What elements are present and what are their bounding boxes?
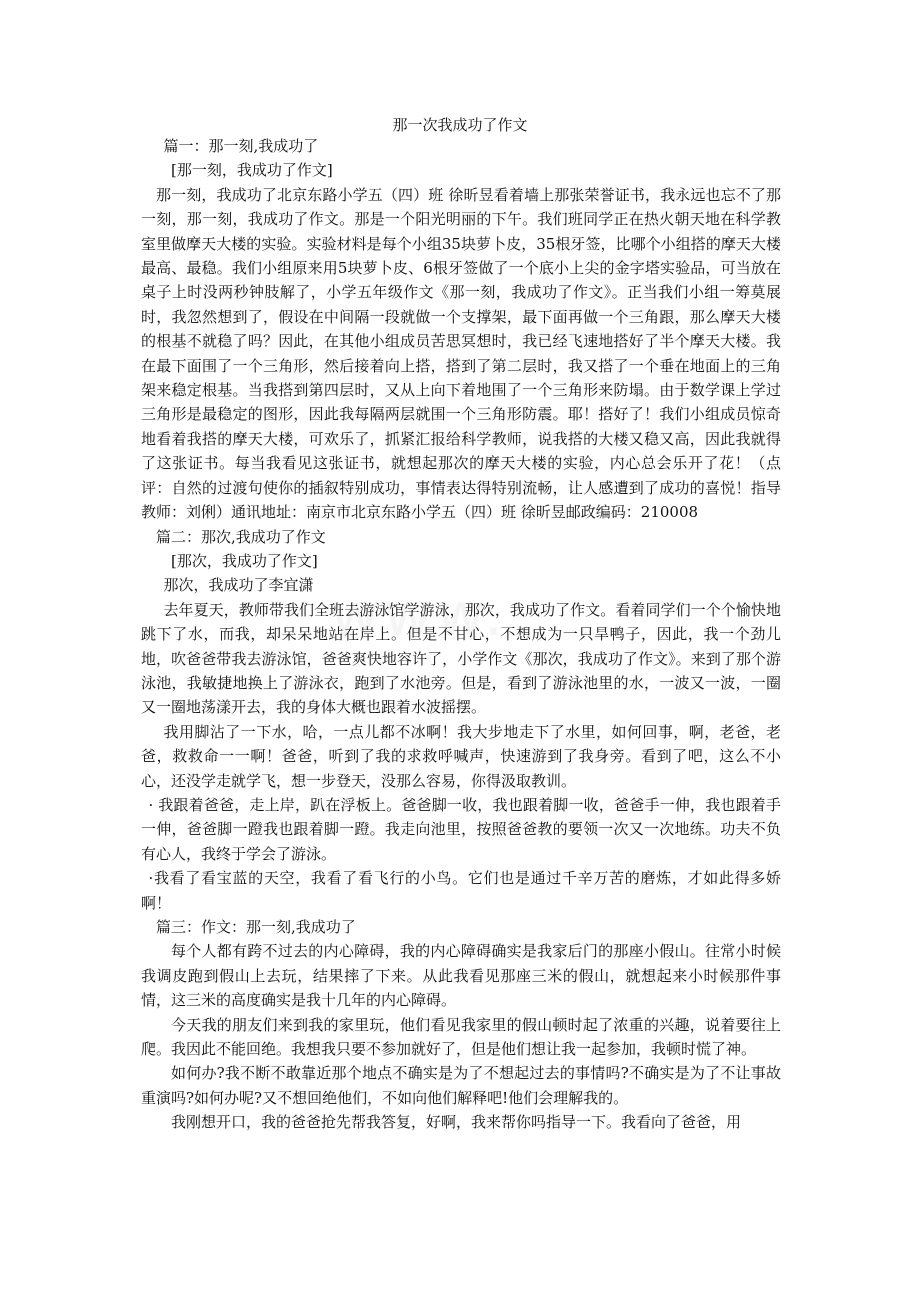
paragraph: [那次，我成功了作文] <box>171 551 318 570</box>
paragraph: 篇一：那一刻,我成功了 <box>163 137 319 155</box>
paragraph: 我刚想开口，我的爸爸抢先帮我答复，好啊，我来帮你吗指导一下。我看向了爸爸，用 <box>171 1113 742 1132</box>
paragraph: 篇二：那次,我成功了作文 <box>156 527 326 546</box>
document-title: 那一次我成功了作文 <box>392 116 528 134</box>
paragraph: 篇三：作文：那一刻,我成功了 <box>156 918 356 936</box>
paragraph: 我用脚沾了一下水，哈，一点儿都不冰啊！我大步地走下了水里，如何回事，啊，老爸，老爸，救救命一一啊！爸爸，听到了我的求救呼喊声，快速游到了我身旁。看到了吧，这么不小心，还没学走就学飞，想一步登天，没那么容易，你得汲取教训。 <box>141 722 781 790</box>
paragraph: 那一刻，我成功了北京东路小学五（四）班 徐昕昱看着墙上那张荣誉证书，我永远也忘不了那一刻，那一刻，我成功了作文。那是一个阳光明丽的下午。我们班同学正在热火朝天地在科学教室里做摩天大楼的实验。实验材料是每个小组35块萝卜皮，35根牙签，比哪个小组搭的摩天大楼最高、最稳。我们小组原来用5块萝卜皮、6根牙签做了一个底小上尖的金字塔实验品，可当放在桌子上时没两秒钟肢解了，小学五年级作文《那一刻，我成功了作文》。正当我们小组一筹莫展时，我忽然想到了，假设在中间隔一段就做一个支撑架，最下面再做一个三角跟，那么摩天大楼的根基不就稳了吗？因此，在其他小组成员苦思冥想时，我已经飞速地搭好了半个摩天大楼。我在最下面围了一个三角形，然后接着向上搭，搭到了第二层时，我又搭了一个垂在地面上的三角架来稳定根基。当我搭到第四层时，又从上向下着地围了一个三角形来防塌。由于数学课上学过三角形是最稳定的图形，因此我每隔两层就围一个三角形防震。耶！搭好了！我们小组成员惊奇地看着我搭的摩天大楼，可欢乐了，抓紧汇报给科学教师，说我搭的大楼又稳又高，因此我就得了这张证书。每当我看见这张证书，就想起那次的摩天大楼的实验，内心总会乐开了花！（点评：自然的过渡句使你的插叙特别成功，事情表达得特别流畅，让人感遭到了成功的喜悦！指导教师：刘俐）通讯地址：南京市北京东路小学五（四）班 徐昕昱邮政编码：210008 <box>141 185 781 522</box>
paragraph: 今天我的朋友们来到我的家里玩，他们看见我家里的假山顿时起了浓重的兴趣，说着要往上爬。我因此不能回绝。我想我只要不参加就好了，但是他们想让我一起参加，我顿时慌了神。 <box>141 1015 781 1059</box>
document-body <box>141 134 781 1135</box>
paragraph: [那一刻，我成功了作文] <box>171 161 333 180</box>
paragraph: 去年夏天，教师带我们全班去游泳馆学游泳，那次，我成功了作文。看着同学们一个个愉快地跳下了水，而我，却呆呆地站在岸上。但是不甘心，不想成为一只旱鸭子，因此，我一个劲儿地，吹爸爸带我去游泳馆，爸爸爽快地容许了，小学作文《那次，我成功了作文》。来到了那个游泳池，我敏捷地换上了游泳衣，跑到了水池旁。但是，看到了游泳池里的水，一波又一波，一圈又一圈地荡漾开去，我的身体大概也跟着水波摇摆。 <box>141 600 781 717</box>
paragraph: ·我看了看宝蓝的天空，我看了看飞行的小鸟。它们也是通过千辛万苦的磨炼，才如此得多娇啊！ <box>141 869 781 912</box>
paragraph: 每个人都有跨不过去的内心障碍，我的内心障碍确实是我家后门的那座小假山。往常小时候我调皮跑到假山上去玩，结果摔了下来。从此我看见那座三米的假山，就想起来小时候那件事情，这三米的高度确实是我十几年的内心障碍。 <box>141 942 781 1010</box>
paragraph: 如何办?我不断不敢靠近那个地点不确实是为了不想起过去的事情吗?不确实是为了不让事故重演吗?如何办呢?又不想回绝他们，不如向他们解释吧!他们会理解我的。 <box>141 1064 781 1107</box>
paragraph: 那次，我成功了李宜潇 <box>163 576 314 595</box>
paragraph: · 我跟着爸爸，走上岸，趴在浮板上。爸爸脚一收，我也跟着脚一收，爸爸手一伸，我也跟着手一伸，爸爸脚一蹬我也跟着脚一蹬。我走向池里，按照爸爸教的要领一次又一次地练。功夫不负有心人，我终于学会了游泳。 <box>141 795 781 863</box>
